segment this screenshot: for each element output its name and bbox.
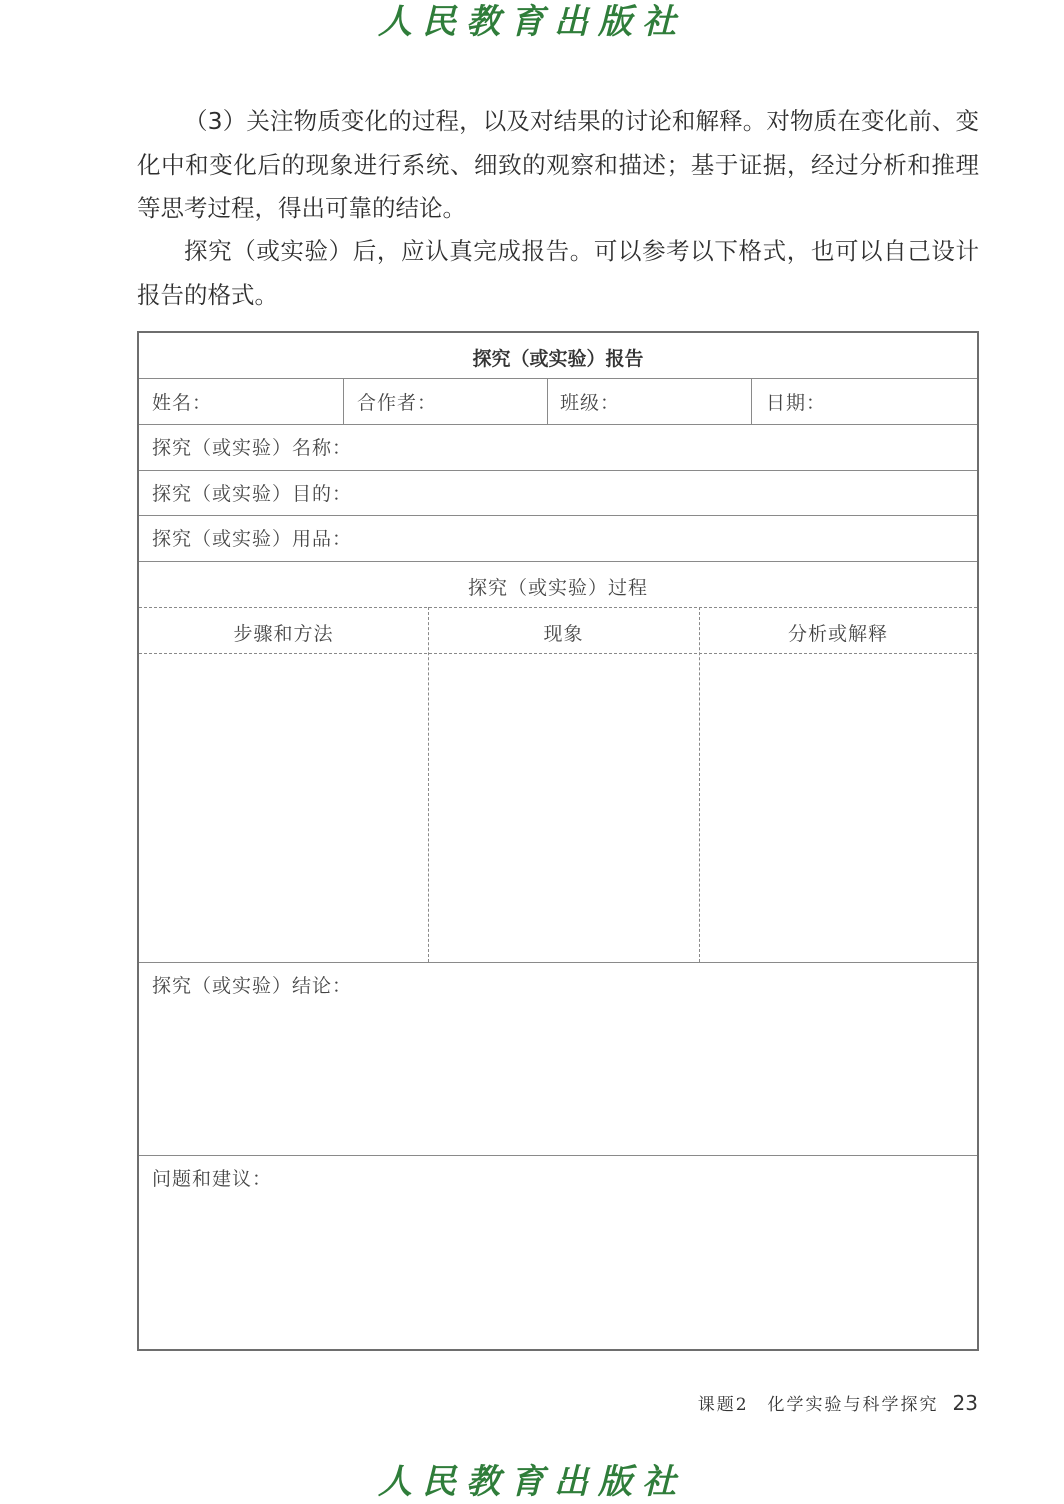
divider [139, 515, 977, 516]
publisher-logo-bottom: 人民教育出版社 [378, 1462, 686, 1502]
name-label: 姓名： [152, 392, 213, 414]
dashed-column-divider [428, 607, 429, 962]
divider [139, 378, 977, 379]
column-steps-header: 步骤和方法 [233, 623, 334, 645]
divider [547, 379, 548, 424]
date-label: 日期： [766, 392, 827, 414]
paragraph-report-instructions: 探究（或实验）后，应认真完成报告。可以参考以下格式，也可以自己设计报告的格式。 [137, 237, 979, 309]
dashed-column-divider [699, 607, 700, 962]
experiment-purpose-label: 探究（或实验）目的： [152, 483, 353, 505]
chapter-title: 课题2 化学实验与科学探究 [697, 1395, 939, 1415]
questions-label: 问题和建议： [152, 1168, 273, 1190]
divider [751, 379, 752, 424]
divider [139, 1155, 977, 1156]
dashed-divider [139, 607, 977, 608]
report-template-table [137, 331, 979, 1351]
partner-label: 合作者： [357, 392, 438, 414]
page-number: 23 [952, 1391, 978, 1415]
divider [343, 379, 344, 424]
page-footer [698, 1390, 978, 1415]
dashed-divider [139, 653, 977, 654]
column-analysis-header: 分析或解释 [787, 623, 888, 645]
divider [139, 470, 977, 471]
conclusion-label: 探究（或实验）结论： [152, 975, 353, 997]
report-title: 探究（或实验）报告 [472, 348, 644, 370]
divider [139, 962, 977, 963]
divider [139, 424, 977, 425]
paragraph-observation: （3）关注物质变化的过程，以及对结果的讨论和解释。对物质在变化前、变化中和变化后的现象进行系统、细致的观察和描述；基于证据，经过分析和推理等思考过程，得出可靠的结论。 [137, 107, 979, 222]
divider [139, 561, 977, 562]
publisher-logo-top: 人民教育出版社 [378, 2, 686, 42]
column-phenomena-header: 现象 [543, 623, 584, 645]
class-label: 班级： [560, 392, 621, 414]
experiment-name-label: 探究（或实验）名称： [152, 437, 353, 459]
experiment-supplies-label: 探究（或实验）用品： [152, 528, 353, 550]
process-heading: 探究（或实验）过程 [467, 577, 648, 599]
